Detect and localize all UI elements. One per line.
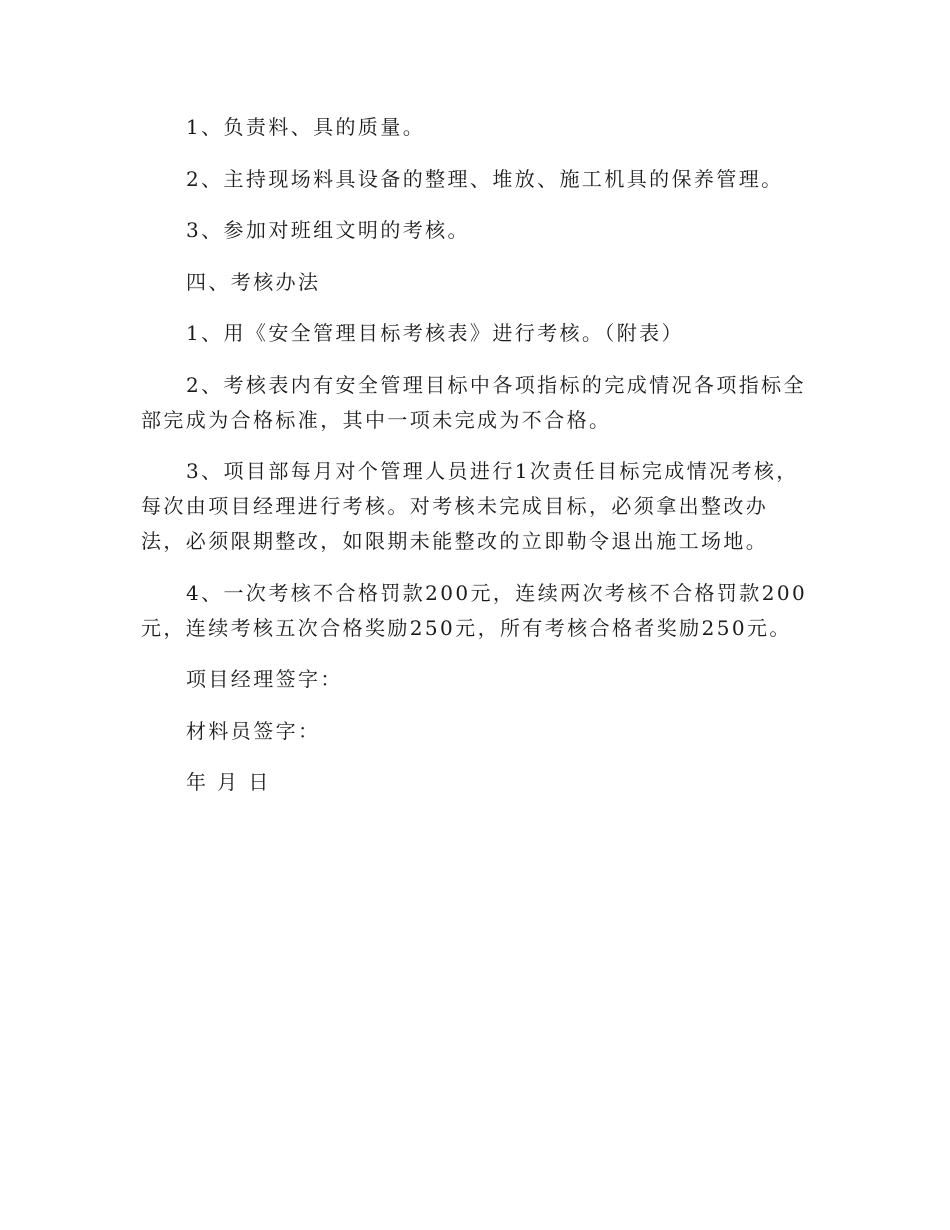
section-heading: 四、考核办法 <box>186 269 321 294</box>
assessment-item-2: 2、考核表内有安全管理目标中各项指标的完成情况各项指标全部完成为合格标准，其中一项未完成为不合格。 <box>141 372 806 432</box>
assessment-item-1: 1、用《安全管理目标考核表》进行考核。（附表） <box>186 321 684 345</box>
assessment-item-3: 3、项目部每月对个管理人员进行1次责任目标完成情况考核，每次由项目经理进行考核。对考核未完成目标，必须拿出整改办法，必须限期整改，如限期未能整改的立即勒令退出施工场地。 <box>141 459 799 553</box>
project-manager-signature: 项目经理签字： <box>186 667 343 691</box>
document-body <box>141 110 811 817</box>
duty-item-2: 2、主持现场料具设备的整理、堆放、施工机具的保养管理。 <box>186 166 784 191</box>
duty-item-1: 1、负责料、具的质量。 <box>186 115 426 139</box>
signature-date: 年 月 日 <box>186 770 271 794</box>
material-officer-signature: 材料员签字： <box>186 718 321 743</box>
assessment-item-4: 4、一次考核不合格罚款200元，连续两次考核不合格罚款200元，连续考核五次合格奖励250元，所有考核合格者奖励250元。 <box>141 580 808 640</box>
duty-item-3: 3、参加对班组文明的考核。 <box>186 218 470 242</box>
